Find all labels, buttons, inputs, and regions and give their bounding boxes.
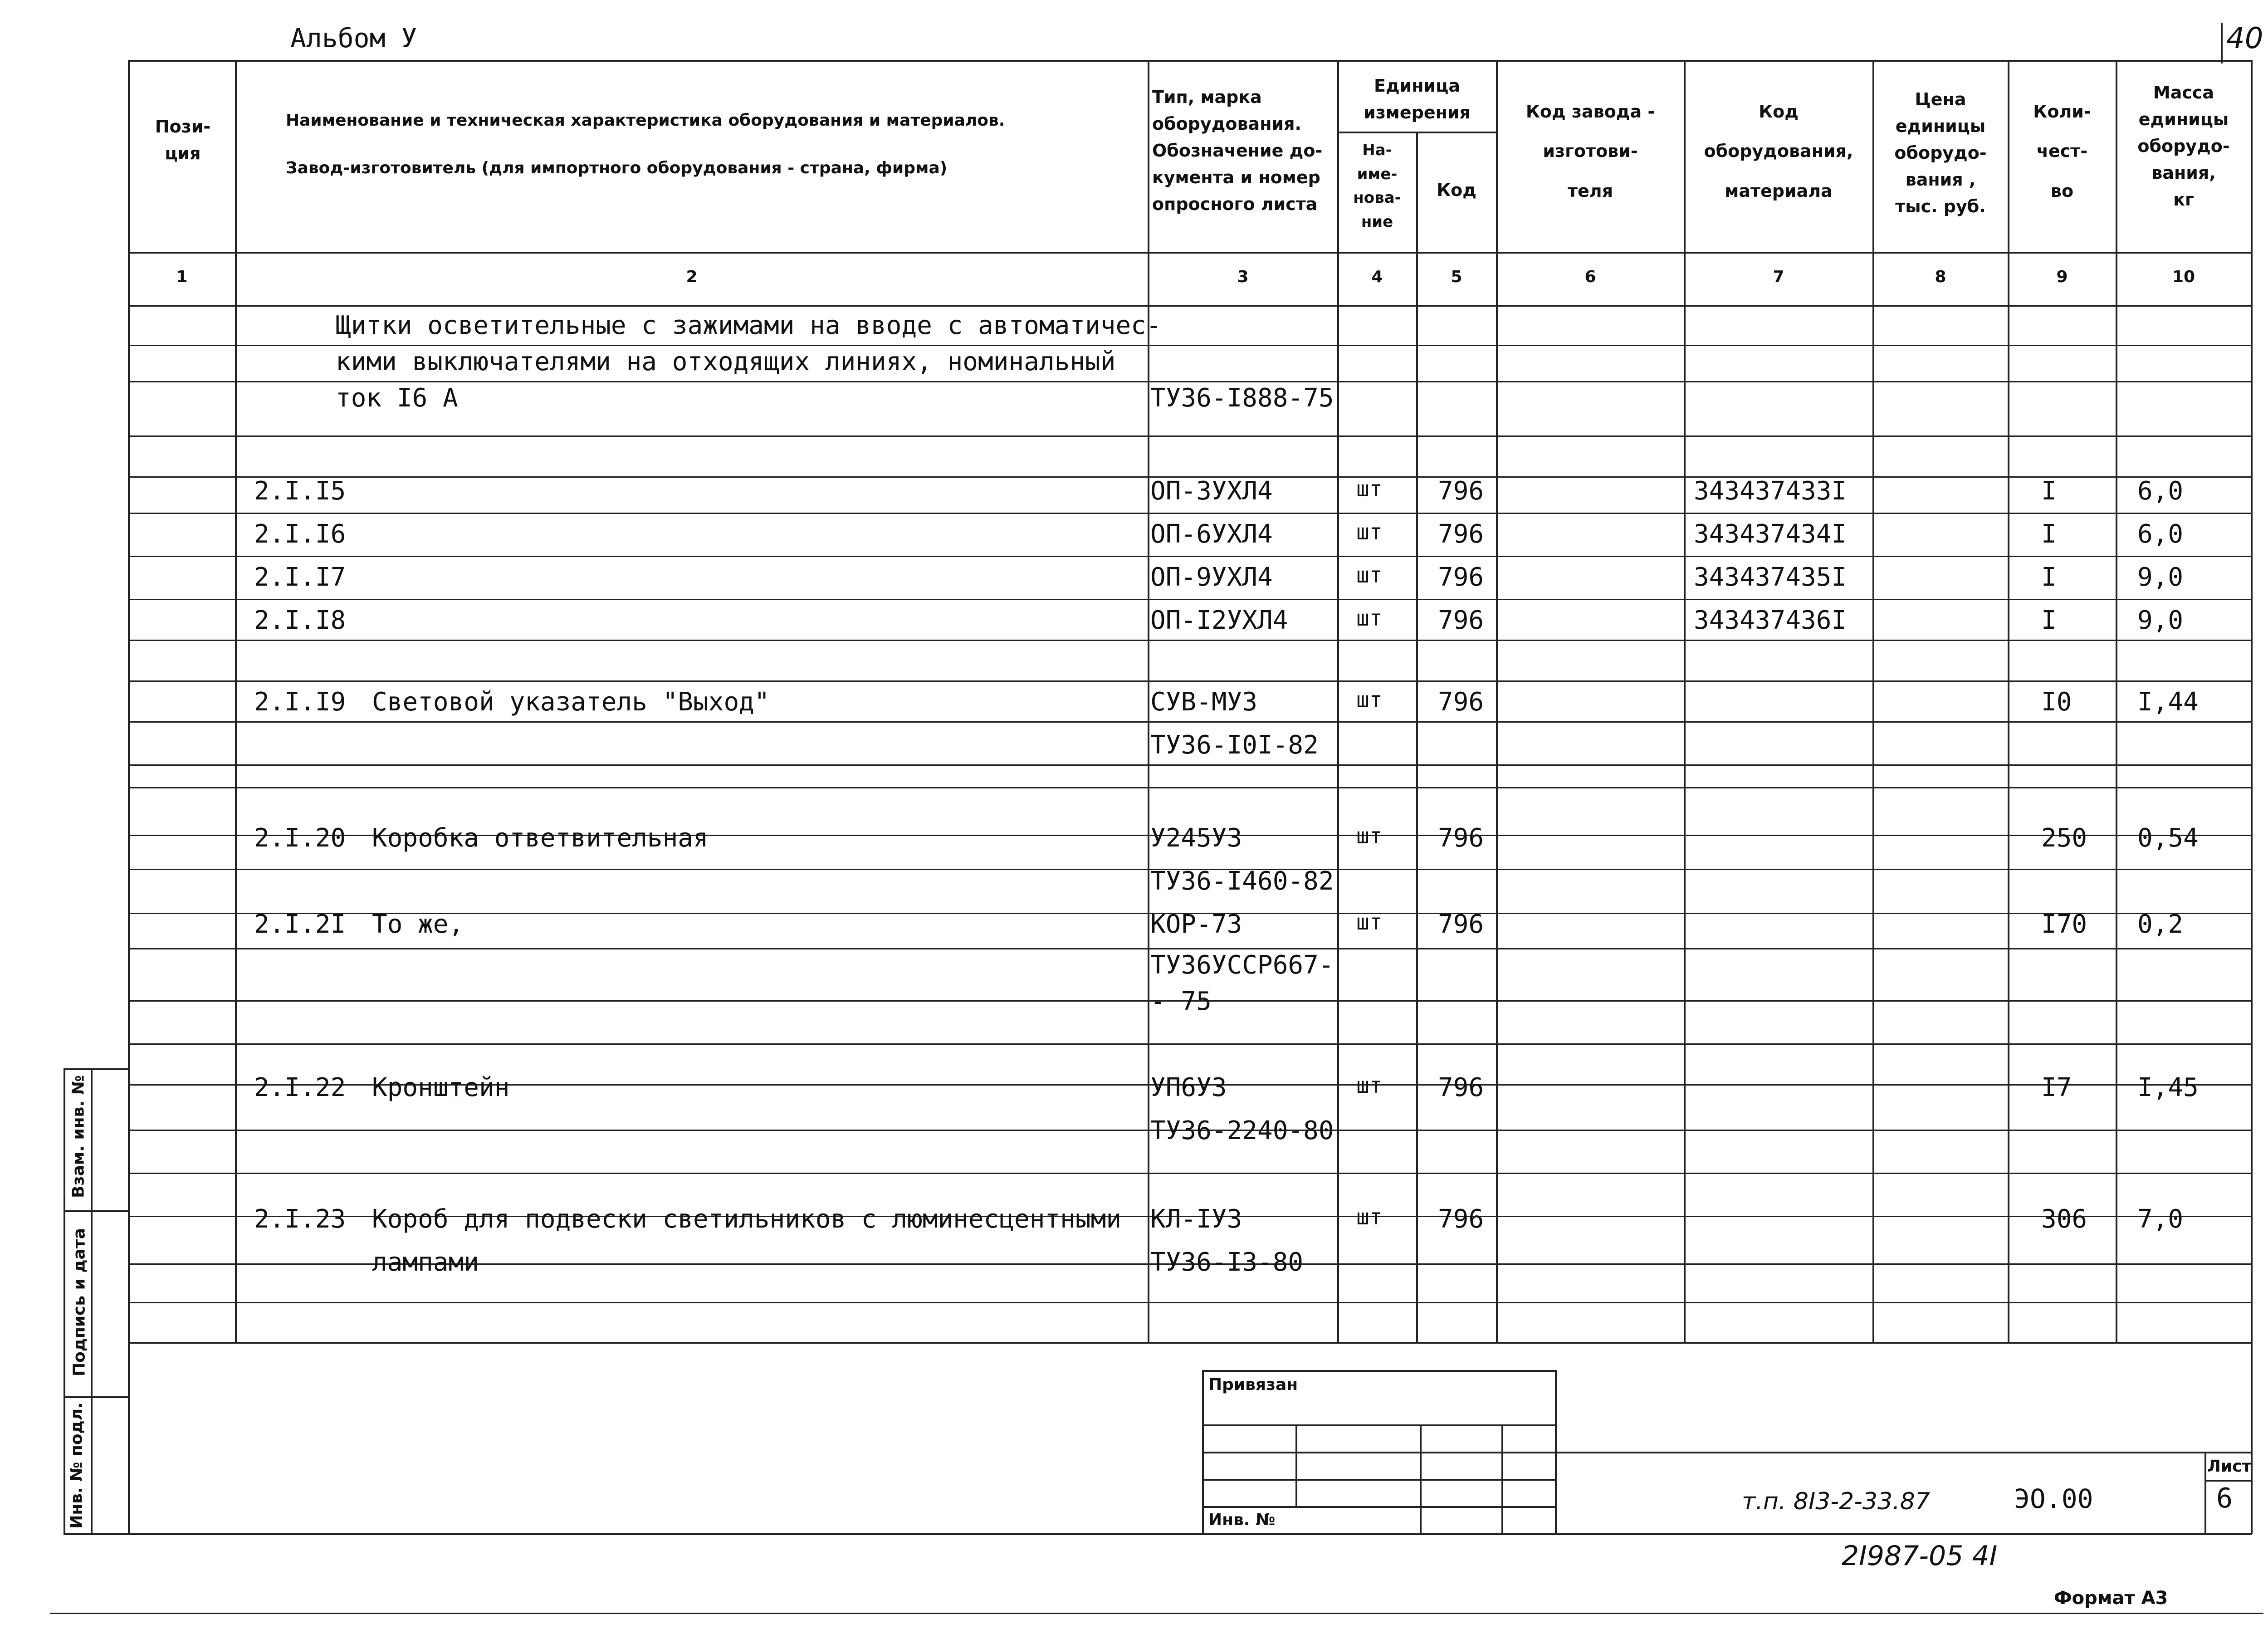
col-num-10: 10 [2172, 268, 2195, 286]
cell-c5: 796 [1438, 687, 1484, 717]
frame-right [2251, 60, 2253, 1534]
col-num-6: 6 [1584, 268, 1596, 286]
side-strip-left [64, 1068, 65, 1534]
cell-c4: шт [1356, 1073, 1383, 1098]
cell-c10: 7,0 [2137, 1204, 2184, 1234]
row-line [128, 599, 2252, 600]
col-line-1 [235, 60, 237, 1343]
cell-c7: 343437436I [1694, 606, 1847, 635]
cell-c10: 0,2 [2137, 910, 2184, 939]
handwritten-number: 2I987-05 4I [1842, 1540, 1998, 1572]
col-num-4: 4 [1371, 268, 1383, 286]
side-strip-top [64, 1068, 129, 1070]
cell-c1: 2.I.2I [254, 910, 346, 939]
list-box-div [2204, 1480, 2252, 1482]
side-strip-mid [91, 1068, 93, 1534]
cell-c3: УП6УЗ [1150, 1073, 1227, 1102]
cell-c2: Кронштейн [372, 1073, 510, 1102]
cell-c3: ОП-3УХЛ4 [1150, 476, 1273, 506]
row-line [128, 556, 2252, 557]
cell-c5: 796 [1438, 563, 1484, 592]
cell-c1: 2.I.I9 [254, 687, 346, 717]
cell-c4: шт [1356, 606, 1383, 631]
cell-c2: Коробка ответвительная [372, 823, 709, 853]
stamp-col3 [1501, 1424, 1503, 1534]
cell-c5: 796 [1438, 476, 1484, 506]
cell-c2: лампами [372, 1248, 479, 1277]
cell-c9: I [2041, 563, 2057, 592]
corner-divider [2221, 23, 2223, 64]
cell-c5: 796 [1438, 606, 1484, 635]
frame-bottom-line [64, 1533, 2252, 1535]
cell-c1: 2.I.22 [254, 1073, 346, 1102]
cell-c3: ОП-9УХЛ4 [1150, 563, 1273, 592]
cell-c5: 796 [1438, 1073, 1484, 1102]
row-line [128, 513, 2252, 514]
col-line-2 [1148, 60, 1149, 1343]
col-num-9: 9 [2056, 268, 2068, 286]
cell-c4: шт [1356, 823, 1383, 849]
cell-c10: 6,0 [2137, 519, 2184, 549]
col-num-1: 1 [176, 268, 188, 286]
row-line [128, 1173, 2252, 1174]
cell-c10: I,44 [2137, 687, 2199, 717]
header-name-line1: Наименование и техническая характеристика оборудования и материалов. [286, 111, 1005, 130]
cell-c9: I [2041, 606, 2057, 635]
col-num-2: 2 [686, 268, 698, 286]
header-type: Тип, марка оборудования. Обозначение до- кумента и номер опросного листа [1152, 87, 1323, 214]
cell-c3: ТУ36-2240-80 [1150, 1116, 1334, 1145]
cell-c5: 796 [1438, 1204, 1484, 1234]
cell-c9: I0 [2041, 687, 2072, 717]
table-bottom-line [128, 1342, 2252, 1344]
title-block-top [1555, 1452, 2252, 1453]
cell-c3: ТУ36УССР667- [1150, 950, 1334, 980]
cell-c1: 2.I.I7 [254, 563, 346, 592]
cell-c3: ТУ36-I460-82 [1150, 866, 1334, 896]
cell-c10: I,45 [2137, 1073, 2199, 1102]
col-num-5: 5 [1451, 268, 1462, 286]
side-label-signature: Подпись и дата [70, 1228, 89, 1376]
row-line [128, 435, 2252, 437]
stamp-inv-no: Инв. № [1208, 1511, 1276, 1529]
cell-c10: 9,0 [2137, 563, 2184, 592]
cell-c2: То же, [372, 910, 464, 939]
row-line [128, 381, 2252, 382]
cell-c1: 2.I.23 [254, 1204, 346, 1234]
cell-c7: 343437434I [1694, 519, 1847, 549]
cell-c3: ОП-6УХЛ4 [1150, 519, 1273, 549]
cell-c3: У245УЗ [1150, 823, 1242, 853]
list-number: 6 [2216, 1482, 2233, 1514]
cell-c4: шт [1356, 910, 1383, 935]
cell-c4: шт [1356, 476, 1383, 502]
row-line [128, 721, 2252, 723]
cell-c1: 2.I.I8 [254, 606, 346, 635]
cell-c9: I [2041, 476, 2057, 506]
cell-c4: шт [1356, 1204, 1383, 1230]
cell-c9: I70 [2041, 910, 2087, 939]
cell-c3: ТУ36-I888-75 [1150, 383, 1334, 413]
cell-c10: 6,0 [2137, 476, 2184, 506]
row-line [128, 640, 2252, 641]
col-line-3 [1337, 60, 1339, 1343]
list-box-left [2204, 1452, 2206, 1534]
stamp-privyazan: Привязан [1208, 1375, 1298, 1394]
cell-c3: ТУ36-I0I-82 [1150, 730, 1319, 760]
cell-c7: 343437435I [1694, 563, 1847, 592]
row-line [128, 787, 2252, 788]
table-top-line [128, 60, 2252, 62]
cell-c2: Короб для подвески светильников с люминесцентными [372, 1204, 1122, 1234]
sheet-number: 40 [2226, 22, 2263, 55]
col-num-8: 8 [1935, 268, 1946, 286]
cell-c9: I [2041, 519, 2057, 549]
page-bottom-line [50, 1613, 2263, 1614]
stamp-top [1202, 1370, 1556, 1372]
row-line [128, 680, 2252, 682]
cell-c2: Световой указатель "Выход" [372, 687, 770, 717]
stamp-col2 [1420, 1424, 1422, 1534]
doc-code: т.п. 8I3-2-33.87 [1742, 1488, 1930, 1515]
header-mass: Масса единицы оборудо- вания, кг [2137, 83, 2230, 210]
row-line [128, 764, 2252, 766]
cell-c3: КОР-73 [1150, 910, 1242, 939]
unit-subheader-line [1337, 132, 1496, 133]
cell-c2: Щитки осветительные с зажимами на вводе с автоматичес- [336, 311, 1162, 340]
col-line-7 [1872, 60, 1874, 1343]
header-name-line2: Завод-изготовитель (для импортного оборудования - страна, фирма) [286, 159, 948, 177]
col-line-8 [2008, 60, 2009, 1343]
cell-c1: 2.I.I6 [254, 519, 346, 549]
header-price: Цена единицы оборудо- вания , тыс. руб. [1894, 89, 1987, 216]
cell-c2: кими выключателями на отходящих линиях, номинальный [336, 347, 1116, 377]
header-position: Пози- ция [155, 117, 211, 163]
col-line-4 [1416, 132, 1418, 1343]
cell-c1: 2.I.I5 [254, 476, 346, 506]
col-line-9 [2116, 60, 2117, 1343]
cell-c3: ОП-I2УХЛ4 [1150, 606, 1288, 635]
header-unit-code: Код [1437, 180, 1476, 200]
col-num-7: 7 [1773, 268, 1784, 286]
header-factory-code: Код завода - изготови- теля [1525, 102, 1655, 201]
cell-c4: шт [1356, 563, 1383, 588]
cell-c4: шт [1356, 687, 1383, 713]
cell-c4: шт [1356, 519, 1383, 545]
cell-c10: 9,0 [2137, 606, 2184, 635]
header-unit-name: На- име- нова- ние [1353, 141, 1401, 231]
cell-c2: ток I6 А [336, 383, 458, 413]
cell-c3: - 75 [1150, 987, 1212, 1016]
cell-c10: 0,54 [2137, 823, 2199, 853]
header-quantity: Коли- чест- во [2033, 102, 2091, 201]
side-label-replaced: Взам. инв. № [69, 1075, 88, 1198]
numbers-bottom-line [128, 305, 2252, 307]
cell-c3: СУВ-МУЗ [1150, 687, 1258, 717]
row-line [128, 948, 2252, 949]
cell-c9: I7 [2041, 1073, 2072, 1102]
row-line [128, 1302, 2252, 1303]
col-num-3: 3 [1237, 268, 1249, 286]
section-code: ЭО.00 [2014, 1483, 2093, 1514]
header-bottom-line [128, 252, 2252, 254]
header-equipment-code: Код оборудования, материала [1704, 102, 1853, 201]
col-line-5 [1496, 60, 1498, 1343]
list-label: Лист [2207, 1457, 2252, 1476]
row-line [128, 345, 2252, 346]
cell-c1: 2.I.20 [254, 823, 346, 853]
cell-c5: 796 [1438, 519, 1484, 549]
format-label: Формат А3 [2054, 1588, 2168, 1609]
header-unit: Единица измерения [1364, 76, 1471, 122]
cell-c5: 796 [1438, 910, 1484, 939]
cell-c9: 306 [2041, 1204, 2087, 1234]
stamp-col1 [1295, 1424, 1297, 1506]
cell-c5: 796 [1438, 823, 1484, 853]
cell-c3: ТУ36-I3-80 [1150, 1248, 1304, 1277]
col-line-6 [1684, 60, 1686, 1343]
row-line [128, 1043, 2252, 1045]
cell-c3: КЛ-IУЗ [1150, 1204, 1242, 1234]
album-label: Альбом У [290, 23, 417, 54]
side-label-inventory: Инв. № подл. [67, 1402, 86, 1529]
cell-c9: 250 [2041, 823, 2087, 853]
cell-c7: 343437433I [1694, 476, 1847, 506]
